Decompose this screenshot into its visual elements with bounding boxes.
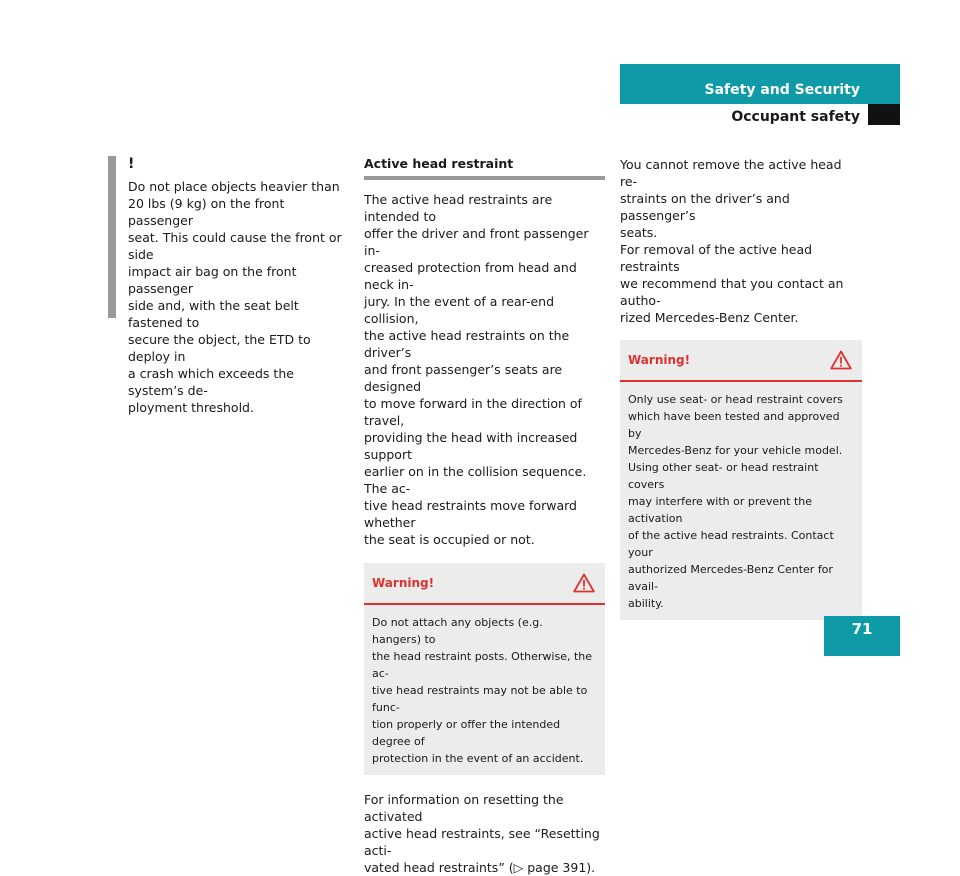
text-line: to move forward in the direction of travel, bbox=[364, 396, 582, 428]
text-line: The active head restraints are intended to bbox=[364, 192, 553, 224]
warning-line: ability. bbox=[628, 597, 664, 610]
warning-header bbox=[364, 563, 605, 605]
warning-text bbox=[372, 614, 595, 767]
notice-line: seat. This could cause the front or side bbox=[128, 230, 342, 262]
page-reference: vated head restraints” (▷ page 391). bbox=[364, 860, 596, 875]
text-line: the active head restraints on the driver’s bbox=[364, 328, 570, 360]
warning-box bbox=[620, 340, 862, 620]
header-tab-marker bbox=[868, 104, 900, 125]
warning-line: of the active head restraints. Contact your bbox=[628, 529, 834, 559]
warning-line: Only use seat- or head restraint covers bbox=[628, 393, 843, 406]
text-line: earlier on in the collision sequence. The ac- bbox=[364, 464, 587, 496]
subsection-title: Occupant safety bbox=[731, 109, 860, 125]
text-line: offer the driver and front passenger in- bbox=[364, 226, 589, 258]
warning-line: tion properly or offer the intended degree of bbox=[372, 718, 561, 748]
notice-text bbox=[128, 178, 352, 416]
column-removal bbox=[620, 156, 862, 620]
text-line: active head restraints, see “Resetting acti- bbox=[364, 826, 600, 858]
warning-header bbox=[620, 340, 862, 382]
warning-box bbox=[364, 563, 605, 775]
warning-label: Warning! bbox=[628, 353, 691, 367]
column-active-head-restraint bbox=[364, 156, 605, 876]
notice-line: 20 lbs (9 kg) on the front passenger bbox=[128, 196, 285, 228]
text-line: straints on the driver’s and passenger’s bbox=[620, 191, 790, 223]
notice-line: side and, with the seat belt fastened to bbox=[128, 298, 299, 330]
text-line: we recommend that you contact an autho- bbox=[620, 276, 844, 308]
section-heading: Active head restraint bbox=[364, 156, 605, 180]
warning-line: tive head restraints may not be able to func- bbox=[372, 684, 588, 714]
warning-line: which have been tested and approved by bbox=[628, 410, 840, 440]
notice-line: ployment threshold. bbox=[128, 400, 254, 415]
warning-triangle-icon bbox=[573, 573, 595, 593]
warning-line: may interfere with or prevent the activation bbox=[628, 495, 813, 525]
text-line: and front passenger’s seats are designed bbox=[364, 362, 563, 394]
warning-triangle-icon bbox=[830, 350, 852, 370]
text-line: For removal of the active head restraints bbox=[620, 242, 813, 274]
removal-paragraph bbox=[620, 156, 862, 326]
text-line: seats. bbox=[620, 225, 658, 240]
reset-paragraph bbox=[364, 791, 605, 876]
warning-line: protection in the event of an accident. bbox=[372, 752, 584, 765]
text-line: You cannot remove the active head re- bbox=[620, 157, 842, 189]
text-line: the seat is occupied or not. bbox=[364, 532, 535, 547]
text-line: jury. In the event of a rear-end collision, bbox=[364, 294, 555, 326]
warning-line: Mercedes-Benz for your vehicle model. bbox=[628, 444, 843, 457]
notice-line: Do not place objects heavier than bbox=[128, 179, 340, 194]
text-line: providing the head with increased support bbox=[364, 430, 578, 462]
warning-line: Using other seat- or head restraint covers bbox=[628, 461, 819, 491]
notice-line: a crash which exceeds the system’s de- bbox=[128, 366, 294, 398]
text-line: For information on resetting the activated bbox=[364, 792, 564, 824]
warning-line: the head restraint posts. Otherwise, the ac- bbox=[372, 650, 593, 680]
notice-exclamation-icon: ! bbox=[128, 156, 135, 172]
text-line: rized Mercedes-Benz Center. bbox=[620, 310, 799, 325]
warning-line: Do not attach any objects (e.g. hangers) to bbox=[372, 616, 543, 646]
intro-paragraph bbox=[364, 191, 605, 548]
text-line: tive head restraints move forward whether bbox=[364, 498, 577, 530]
section-title: Safety and Security bbox=[704, 82, 860, 98]
notice-line: secure the object, the ETD to deploy in bbox=[128, 332, 311, 364]
warning-label: Warning! bbox=[372, 576, 435, 590]
warning-line: authorized Mercedes-Benz Center for avail- bbox=[628, 563, 833, 593]
warning-text bbox=[628, 391, 852, 612]
text-line: creased protection from head and neck in- bbox=[364, 260, 577, 292]
page-number: 71 bbox=[824, 616, 900, 656]
notice-line: impact air bag on the front passenger bbox=[128, 264, 297, 296]
notice-box bbox=[108, 156, 352, 415]
